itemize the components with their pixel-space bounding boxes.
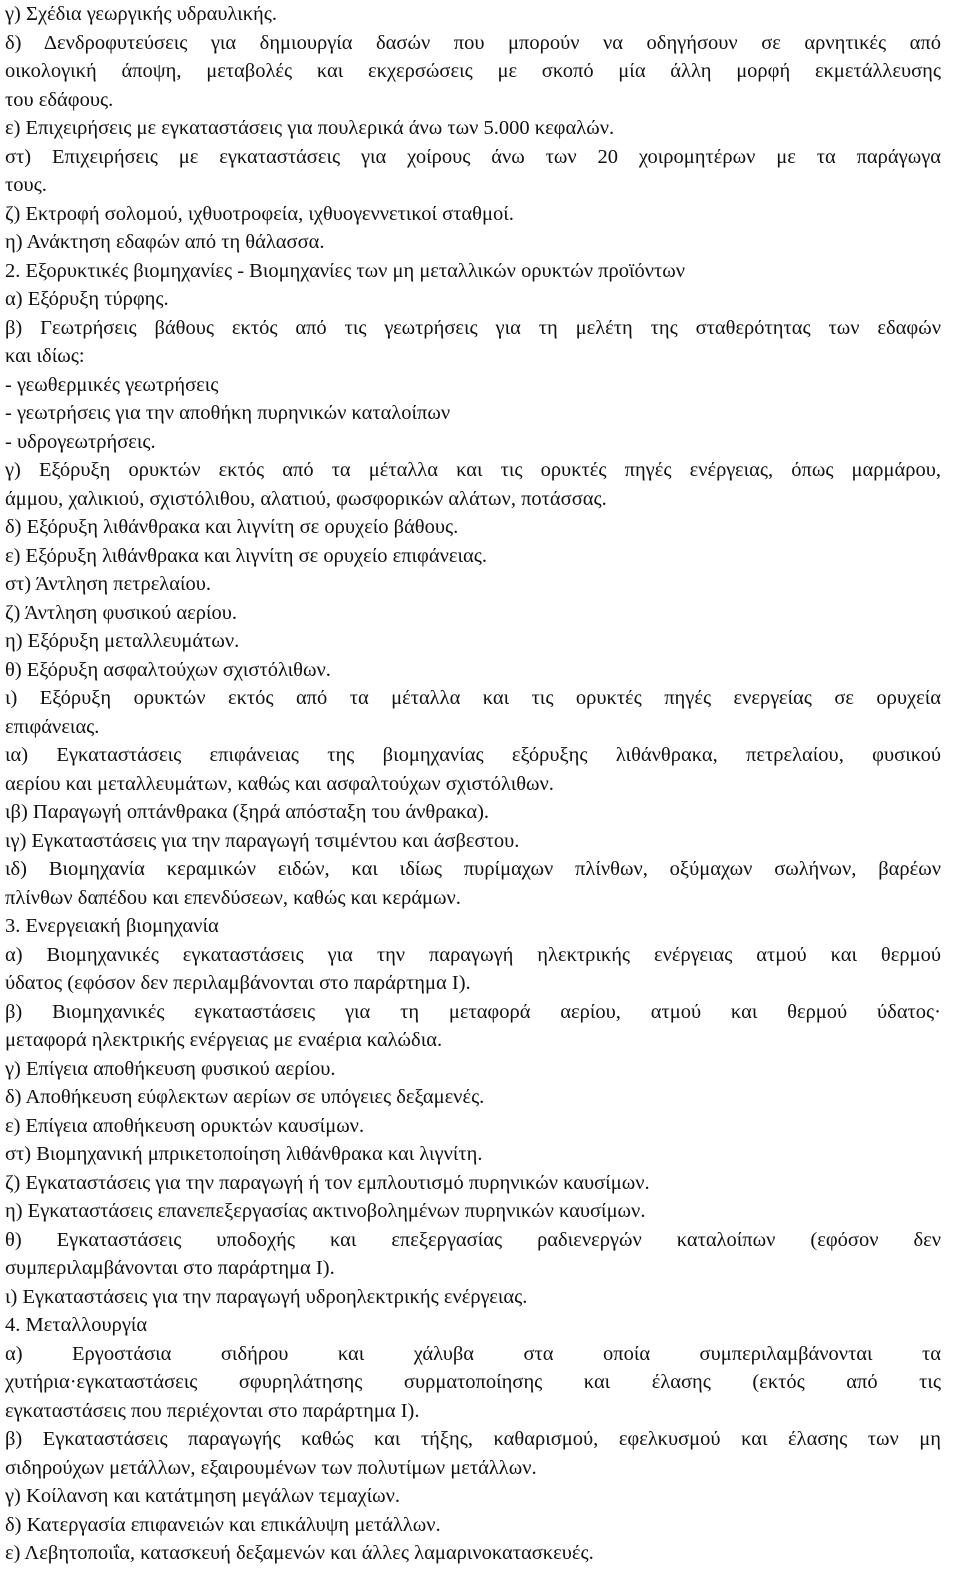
text-line: οικολογική άποψη, μεταβολές και εκχερσώσεις με σκοπό μία άλλη μορφή εκμετάλλευσης xyxy=(5,60,941,82)
text-line: ι) Εγκαταστάσεις για την παραγωγή υδροηλεκτρικής ενέργειας. xyxy=(5,1285,528,1308)
text-line: α) Εργοστάσια σιδήρου και χάλυβα στα οποία συμπεριλαμβάνονται τα xyxy=(5,1342,941,1365)
text-line: γ) Κοίλανση και κατάτμηση μεγάλων τεμαχίων. xyxy=(5,1485,400,1507)
text-line: ε) Επιχειρήσεις με εγκαταστάσεις για πουλερικά άνω των 5.000 κεφαλών. xyxy=(5,117,615,139)
text-line: - γεωθερμικές γεωτρήσεις xyxy=(5,373,219,396)
text-line: μεταφορά ηλεκτρικής ενέργειας με εναέρια καλώδια. xyxy=(5,1029,443,1051)
text-line: του εδάφους. xyxy=(5,88,114,111)
text-line: ζ) Άντληση φυσικού αερίου. xyxy=(5,601,238,624)
text-line: άμμου, χαλικιού, σχιστόλιθου, αλατιού, φωσφορικών αλάτων, ποτάσσας. xyxy=(5,487,607,510)
text-line: ε) Εξόρυξη λιθάνθρακα και λιγνίτη σε ορυχείο επιφάνειας. xyxy=(5,544,488,567)
text-line: ύδατος (εφόσον δεν περιλαμβάνονται στο παράρτημα Ι). xyxy=(5,972,471,994)
text-line: ιδ) Βιομηχανία κεραμικών ειδών, και ιδίως πυρίμαχων πλίνθων, οξύμαχων σωλήνων, βαρέων xyxy=(5,858,941,880)
text-line: ε) Επίγεια αποθήκευση ορυκτών καυσίμων. xyxy=(5,1114,365,1137)
text-line: ιβ) Παραγωγή οπτάνθρακα (ξηρά απόσταξη του άνθρακα). xyxy=(5,801,490,823)
text-line: τους. xyxy=(5,174,47,196)
text-line: η) Εγκαταστάσεις επανεπεξεργασίας ακτινοβολημένων πυρηνικών καυσίμων. xyxy=(5,1200,646,1222)
text-line: θ) Εξόρυξη ασφαλτούχων σχιστόλιθων. xyxy=(5,658,331,681)
text-line: 4. Μεταλλουργία xyxy=(5,1314,148,1336)
text-line: γ) Επίγεια αποθήκευση φυσικού αερίου. xyxy=(5,1057,336,1080)
text-line: χυτήρια·εγκαταστάσεις σφυρηλάτησης συρματοποίησης και έλασης (εκτός από τις xyxy=(5,1371,941,1393)
text-line: 2. Εξορυκτικές βιομηχανίες - Βιομηχανίες των μη μεταλλικών ορυκτών προϊόντων xyxy=(5,259,686,282)
text-line: στ) Βιομηχανική μπρικετοποίηση λιθάνθρακα και λιγνίτη. xyxy=(5,1143,483,1165)
text-line: δ) Δενδροφυτεύσεις για δημιουργία δασών που μπορούν να οδηγήσουν σε αρνητικές από xyxy=(5,31,941,54)
text-line: ια) Εγκαταστάσεις επιφάνειας της βιομηχανίας εξόρυξης λιθάνθρακα, πετρελαίου, φυσικού xyxy=(5,744,941,766)
text-line: εγκαταστάσεις που περιέχονται στο παράρτημα Ι). xyxy=(5,1399,420,1422)
text-line: θ) Εγκαταστάσεις υποδοχής και επεξεργασίας ραδιενεργών καταλοίπων (εφόσον δεν xyxy=(5,1228,941,1251)
text-line: σιδηρούχων μετάλλων, εξαιρουμένων των πολυτίμων μετάλλων. xyxy=(5,1456,537,1479)
text-line: γ) Εξόρυξη ορυκτών εκτός από τα μέταλλα και τις ορυκτές πηγές ενέργειας, όπως μαρμάρου, xyxy=(5,459,941,481)
text-line: ιγ) Εγκαταστάσεις για την παραγωγή τσιμέντου και άσβεστου. xyxy=(5,829,520,852)
text-line: συμπεριλαμβάνονται στο παράρτημα Ι). xyxy=(5,1257,335,1279)
text-line: - υδρογεωτρήσεις. xyxy=(5,430,156,453)
text-line: η) Ανάκτηση εδαφών από τη θάλασσα. xyxy=(5,231,325,253)
text-line: β) Βιομηχανικές εγκαταστάσεις για τη μεταφορά αερίου, ατμού και θερμού ύδατος· xyxy=(5,1000,941,1023)
text-line: ζ) Εγκαταστάσεις για την παραγωγή ή τον εμπλουτισμό πυρηνικών καυσίμων. xyxy=(5,1171,650,1194)
text-line: πλίνθων δαπέδου και επενδύσεων, καθώς και κεράμων. xyxy=(5,886,461,909)
text-line: δ) Εξόρυξη λιθάνθρακα και λιγνίτη σε ορυχείο βάθους. xyxy=(5,516,459,538)
text-line: στ) Άντληση πετρελαίου. xyxy=(5,573,212,595)
text-line: ζ) Εκτροφή σολομού, ιχθυοτροφεία, ιχθυογεννετικοί σταθμοί. xyxy=(5,202,514,225)
text-line: ε) Λεβητοποιΐα, κατασκευή δεξαμενών και άλλες λαμαρινοκατασκευές. xyxy=(5,1542,594,1564)
document-page xyxy=(5,0,941,1568)
text-line: - γεωτρήσεις για την αποθήκη πυρηνικών καταλοίπων xyxy=(5,402,451,424)
text-line: δ) Αποθήκευση εύφλεκτων αερίων σε υπόγειες δεξαμενές. xyxy=(5,1086,485,1108)
text-line: ι) Εξόρυξη ορυκτών εκτός από τα μέταλλα και τις ορυκτές πηγές ενεργείας σε ορυχεία xyxy=(5,687,941,709)
text-line: επιφάνειας. xyxy=(5,715,100,738)
text-line: β) Εγκαταστάσεις παραγωγής καθώς και τήξης, καθαρισμού, εφελκυσμού και έλασης των μη xyxy=(5,1428,941,1450)
text-line: α) Βιομηχανικές εγκαταστάσεις για την παραγωγή ηλεκτρικής ενέργειας ατμού και θερμού xyxy=(5,943,941,966)
text-line: γ) Σχέδια γεωργικής υδραυλικής. xyxy=(5,3,278,25)
text-line: η) Εξόρυξη μεταλλευμάτων. xyxy=(5,630,240,652)
text-line: στ) Επιχειρήσεις με εγκαταστάσεις για χοίρους άνω των 20 χοιρομητέρων με τα παράγωγα xyxy=(5,145,941,168)
text-line: α) Εξόρυξη τύρφης. xyxy=(5,288,169,310)
text-line: και ιδίως: xyxy=(5,345,85,367)
text-line: 3. Ενεργειακή βιομηχανία xyxy=(5,915,219,937)
text-line: δ) Κατεργασία επιφανειών και επικάλυψη μετάλλων. xyxy=(5,1513,441,1536)
text-line: β) Γεωτρήσεις βάθους εκτός από τις γεωτρήσεις για τη μελέτη της σταθερότητας των εδαφών xyxy=(5,316,941,339)
text-line: αερίου και μεταλλευμάτων, καθώς και ασφαλτούχων σχιστόλιθων. xyxy=(5,772,554,795)
